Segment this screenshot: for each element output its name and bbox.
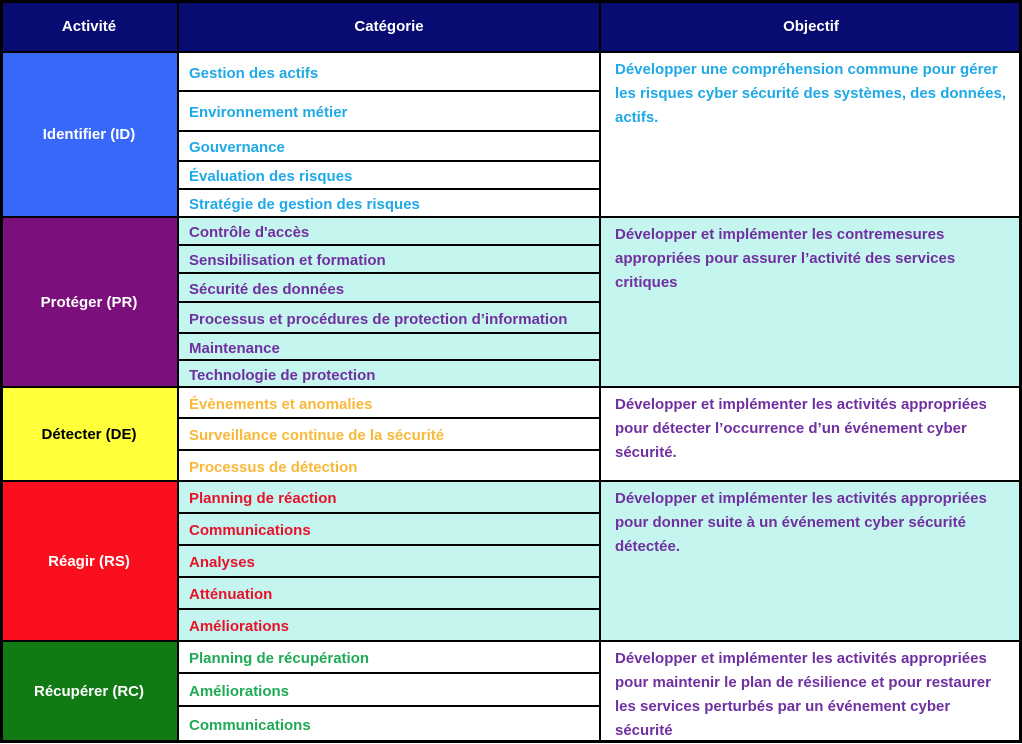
category-item: Évènements et anomalies — [178, 387, 600, 418]
row-divider — [178, 130, 600, 132]
category-item: Planning de réaction — [178, 481, 600, 513]
row-divider — [178, 449, 600, 451]
category-item: Gouvernance — [178, 131, 600, 161]
category-item: Analyses — [178, 545, 600, 577]
row-divider — [178, 332, 600, 334]
category-item: Environnement métier — [178, 91, 600, 131]
category-item: Maintenance — [178, 333, 600, 360]
section-divider — [0, 386, 1022, 388]
category-item: Contrôle d'accès — [178, 217, 600, 245]
category-item: Améliorations — [178, 673, 600, 706]
col-divider-1 — [177, 0, 179, 743]
category-item: Surveillance continue de la sécurité — [178, 418, 600, 450]
header-activite: Activité — [0, 0, 178, 53]
category-item: Évaluation des risques — [178, 161, 600, 189]
category-item: Stratégie de gestion des risques — [178, 189, 600, 217]
objective-identifier: Développer une compréhension commune pour gérer les risques cyber sécurité des systèmes, des données, actifs. — [600, 52, 1022, 217]
activity-recuperer: Récupérer (RC) — [0, 641, 178, 741]
activity-proteger: Protéger (PR) — [0, 217, 178, 387]
category-item: Processus et procédures de protection d’information — [178, 302, 600, 333]
activity-reagir: Réagir (RS) — [0, 481, 178, 641]
objective-reagir: Développer et implémenter les activités appropriées pour donner suite à un événement cyber sécurité détectée. — [600, 481, 1022, 641]
row-divider — [178, 544, 600, 546]
objective-proteger: Développer et implémenter les contremesures appropriées pour assurer l’activité des services critiques — [600, 217, 1022, 387]
row-divider — [178, 188, 600, 190]
row-divider — [178, 512, 600, 514]
row-divider — [178, 359, 600, 361]
col-divider-2 — [599, 0, 601, 743]
section-divider — [0, 51, 1022, 53]
category-item: Communications — [178, 706, 600, 741]
objective-recuperer: Développer et implémenter les activités appropriées pour maintenir le plan de résilience et pour restaurer les services perturbés par un événement cyber sécurité — [600, 641, 1022, 741]
section-divider — [0, 640, 1022, 642]
header-objectif: Objectif — [600, 0, 1022, 53]
objective-detecter: Développer et implémenter les activités appropriées pour détecter l’occurrence d’un événement cyber sécurité. — [600, 387, 1022, 481]
row-divider — [178, 272, 600, 274]
row-divider — [178, 608, 600, 610]
category-item: Gestion des actifs — [178, 52, 600, 91]
row-divider — [178, 417, 600, 419]
category-item: Sensibilisation et formation — [178, 245, 600, 273]
section-divider — [0, 480, 1022, 482]
row-divider — [178, 705, 600, 707]
activity-detecter: Détecter (DE) — [0, 387, 178, 481]
row-divider — [178, 90, 600, 92]
row-divider — [178, 160, 600, 162]
category-item: Planning de récupération — [178, 641, 600, 673]
row-divider — [178, 576, 600, 578]
row-divider — [178, 301, 600, 303]
left-border — [0, 0, 3, 743]
row-divider — [178, 672, 600, 674]
header-categorie: Catégorie — [178, 0, 600, 53]
category-item: Technologie de protection — [178, 360, 600, 387]
bottom-border — [0, 740, 1022, 743]
top-border — [0, 0, 1022, 3]
section-divider — [0, 216, 1022, 218]
activity-identifier: Identifier (ID) — [0, 52, 178, 217]
category-item: Communications — [178, 513, 600, 545]
row-divider — [178, 244, 600, 246]
category-item: Atténuation — [178, 577, 600, 609]
category-item: Améliorations — [178, 609, 600, 641]
category-item: Processus de détection — [178, 450, 600, 481]
category-item: Sécurité des données — [178, 273, 600, 302]
